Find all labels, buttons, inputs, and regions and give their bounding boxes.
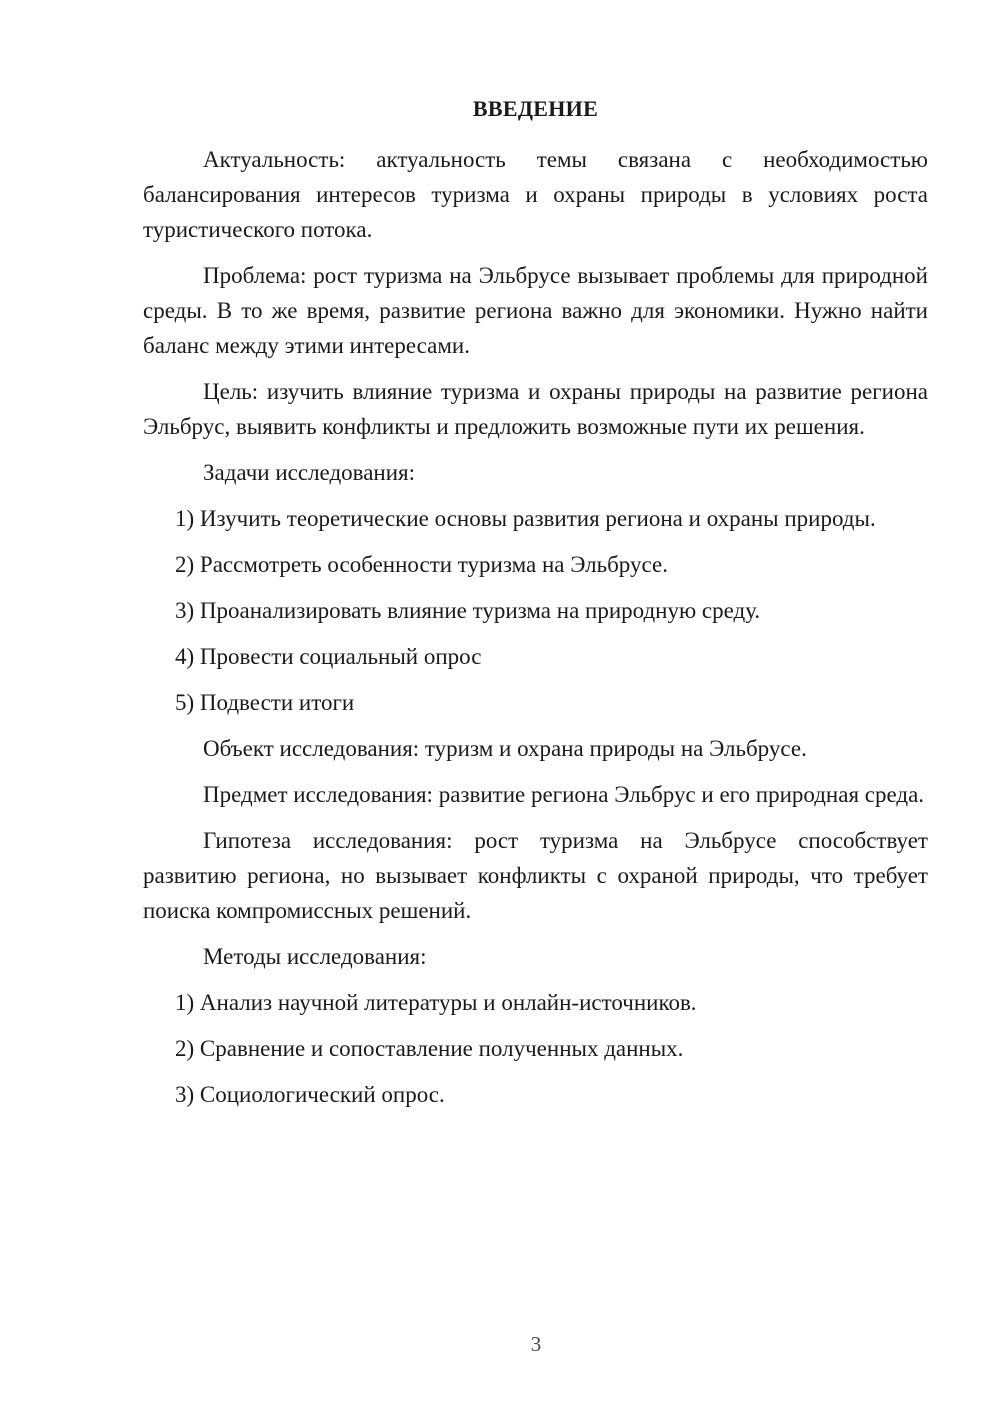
- relevance-paragraph: Актуальность: актуальность темы связана с необходимостью балансирования интересов туризма и охраны природы в условиях роста туристического потока.: [143, 147, 928, 242]
- section-heading: ВВЕДЕНИЕ: [472, 96, 599, 121]
- hypothesis-paragraph: Гипотеза исследования: рост туризма на Эльбрусе способствует развитию региона, но вызывает конфликты с охраной природы, что требует поиска компромиссных решений.: [143, 828, 928, 923]
- methods-label: Методы исследования:: [203, 944, 427, 969]
- method-item: 2) Сравнение и сопоставление полученных данных.: [175, 1036, 684, 1061]
- task-item: 1) Изучить теоретические основы развития региона и охраны природы.: [175, 506, 876, 531]
- task-item: 2) Рассмотреть особенности туризма на Эльбрусе.: [175, 552, 668, 577]
- task-item: 4) Провести социальный опрос: [175, 644, 482, 669]
- task-item: 3) Проанализировать влияние туризма на природную среду.: [175, 598, 761, 623]
- method-item: 1) Анализ научной литературы и онлайн-источников.: [175, 990, 697, 1015]
- method-item: 3) Социологический опрос.: [175, 1082, 445, 1107]
- page-body: [143, 94, 928, 1123]
- tasks-label: Задачи исследования:: [203, 460, 416, 485]
- subject-paragraph: Предмет исследования: развитие региона Эльбрус и его природная среда.: [203, 782, 925, 807]
- problem-paragraph: Проблема: рост туризма на Эльбрусе вызывает проблемы для природной среды. В то же время, развитие региона важно для экономики. Нужно найти баланс между этими интересами.: [143, 263, 928, 358]
- object-paragraph: Объект исследования: туризм и охрана природы на Эльбрусе.: [203, 736, 807, 761]
- task-item: 5) Подвести итоги: [175, 690, 355, 715]
- page-number: 3: [530, 1332, 542, 1356]
- goal-paragraph: Цель: изучить влияние туризма и охраны природы на развитие региона Эльбрус, выявить конфликты и предложить возможные пути их решения.: [143, 379, 928, 439]
